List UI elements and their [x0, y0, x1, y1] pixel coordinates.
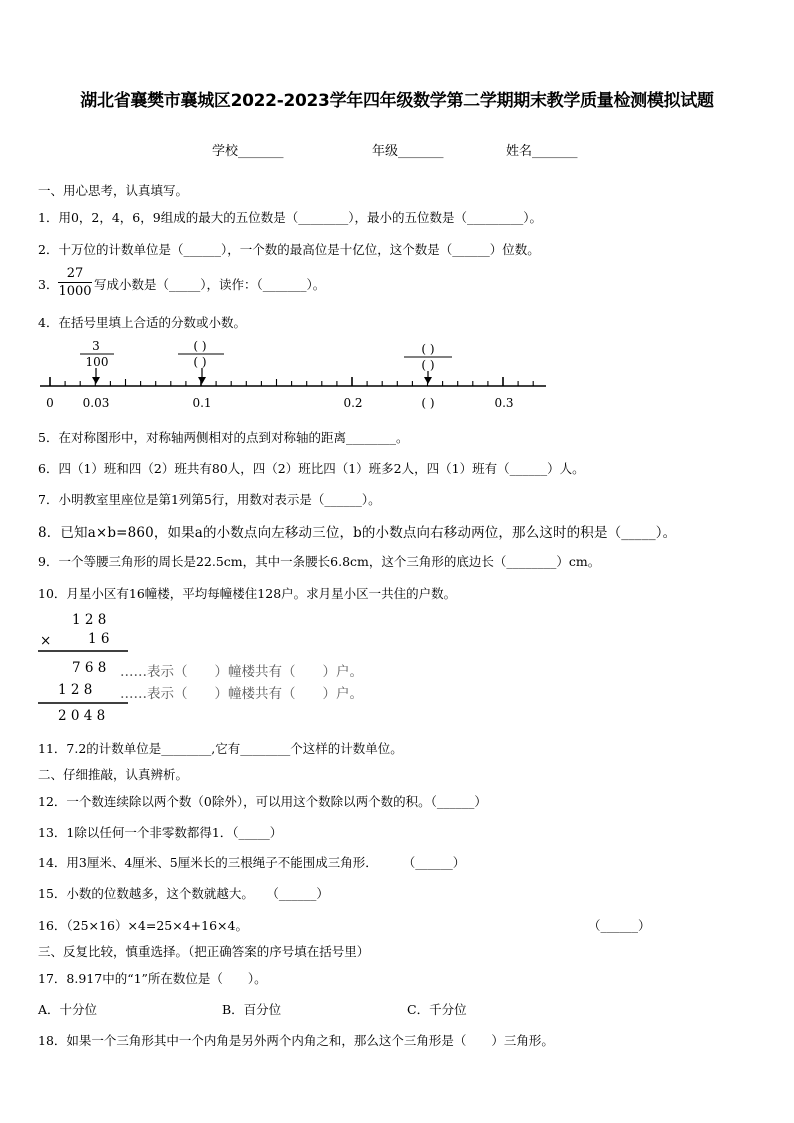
fraction-denominator: 1000	[58, 284, 92, 299]
nl-blank-bottom-2: ( )	[421, 358, 435, 372]
question-2: 2．十万位的计数单位是（______），一个数的最高位是十亿位，这个数是（______）位数。	[38, 242, 540, 257]
nl-label-blank: ( )	[421, 396, 435, 410]
question-9: 9．一个等腰三角形的周长是22.5cm，其中一条腰长6.8cm，这个三角形的底边长（________）cm。	[38, 554, 601, 569]
question-16: 16．（25×16）×4=25×4+16×4。	[38, 918, 248, 933]
question-6: 6．四（1）班和四（2）班共有80人，四（2）班比四（1）班多2人，四（1）班有（______）人。	[38, 461, 585, 476]
nl-label-02: 0.2	[343, 396, 363, 410]
mult-partial2: 1 2 8	[58, 682, 93, 698]
question-16-blank[interactable]: （______）	[588, 918, 651, 933]
nl-blank-top: ( )	[193, 339, 207, 353]
mult-second: 1 6	[88, 631, 110, 647]
fraction-27-1000	[58, 266, 92, 299]
nl-label-003: 0.03	[82, 396, 110, 410]
question-15: 15．小数的位数越多，这个数就越大。 （______）	[38, 886, 329, 901]
question-10: 10．月星小区有16幢楼，平均每幢楼住128户。求月星小区一共住的户数。	[38, 586, 457, 601]
mult-partial1-note: ……表示（ ）幢楼共有（ ）户。	[120, 664, 363, 680]
question-8: 8．已知a×b=860，如果a的小数点向左移动三位，b的小数点向右移动两位，那么这时的积是（_____）。	[38, 525, 677, 541]
arrow-head	[198, 377, 206, 384]
grade-field[interactable]: 年级_______	[372, 144, 444, 159]
mult-line-2	[38, 702, 138, 706]
arrow-head	[92, 377, 100, 384]
number-line-figure	[38, 335, 558, 415]
nl-label-01: 0.1	[192, 396, 212, 410]
mult-partial1: 7 6 8	[72, 660, 107, 676]
question-4: 4．在括号里填上合适的分数或小数。	[38, 315, 246, 330]
option-b[interactable]: B．百分位	[222, 1002, 282, 1017]
nl-label-0: 0	[46, 396, 54, 410]
question-17: 17．8.917中的“1”所在数位是（ ）。	[38, 971, 267, 986]
option-c[interactable]: C．千分位	[407, 1002, 467, 1017]
fraction-numerator: 27	[58, 266, 92, 283]
nl-blank-top-2: ( )	[421, 342, 435, 356]
nl-label-03: 0.3	[494, 396, 514, 410]
mult-times: ×	[40, 633, 52, 649]
nl-blank-bottom: ( )	[193, 355, 207, 369]
question-12: 12．一个数连续除以两个数（0除外），可以用这个数除以两个数的积。（______）	[38, 794, 487, 809]
mult-line-1	[38, 650, 138, 654]
school-field[interactable]: 学校_______	[212, 144, 284, 159]
question-5: 5．在对称图形中，对称轴两侧相对的点到对称轴的距离________。	[38, 430, 409, 445]
mult-top: 1 2 8	[72, 612, 107, 628]
question-1: 1．用0，2，4，6，9组成的最大的五位数是（________），最小的五位数是（_________）。	[38, 210, 542, 225]
section-2-heading: 二、仔细推敲，认真辨析。	[38, 767, 189, 782]
question-13: 13．1除以任何一个非零数都得1．（_____）	[38, 825, 283, 840]
question-3-text: 写成小数是（_____），读作：（_______）。	[94, 277, 326, 292]
nl-frac-numerator: 3	[92, 339, 100, 353]
question-7: 7．小明教室里座位是第1列第5行，用数对表示是（______）。	[38, 492, 381, 507]
question-11: 11．7.2的计数单位是________,它有________个这样的计数单位。	[38, 741, 403, 756]
arrow-head	[424, 377, 432, 384]
nl-frac-denominator: 100	[85, 355, 109, 369]
option-a[interactable]: A．十分位	[38, 1002, 98, 1017]
section-3-heading: 三、反复比较，慎重选择。（把正确答案的序号填在括号里）	[38, 944, 370, 959]
number-line-ticks	[50, 377, 533, 386]
page-title: 湖北省襄樊市襄城区2022-2023学年四年级数学第二学期期末教学质量检测模拟试题	[80, 91, 714, 111]
mult-result: 2 0 4 8	[58, 708, 106, 724]
mult-partial2-note: ……表示（ ）幢楼共有（ ）户。	[120, 686, 363, 702]
name-field[interactable]: 姓名_______	[506, 144, 578, 159]
question-14: 14．用3厘米、4厘米、5厘米长的三根绳子不能围成三角形． （______）	[38, 855, 466, 870]
question-3-number: 3．	[38, 277, 59, 292]
question-18: 18．如果一个三角形其中一个内角是另外两个内角之和，那么这个三角形是（ ）三角形。	[38, 1033, 554, 1048]
section-1-heading: 一、用心思考，认真填写。	[38, 183, 189, 198]
